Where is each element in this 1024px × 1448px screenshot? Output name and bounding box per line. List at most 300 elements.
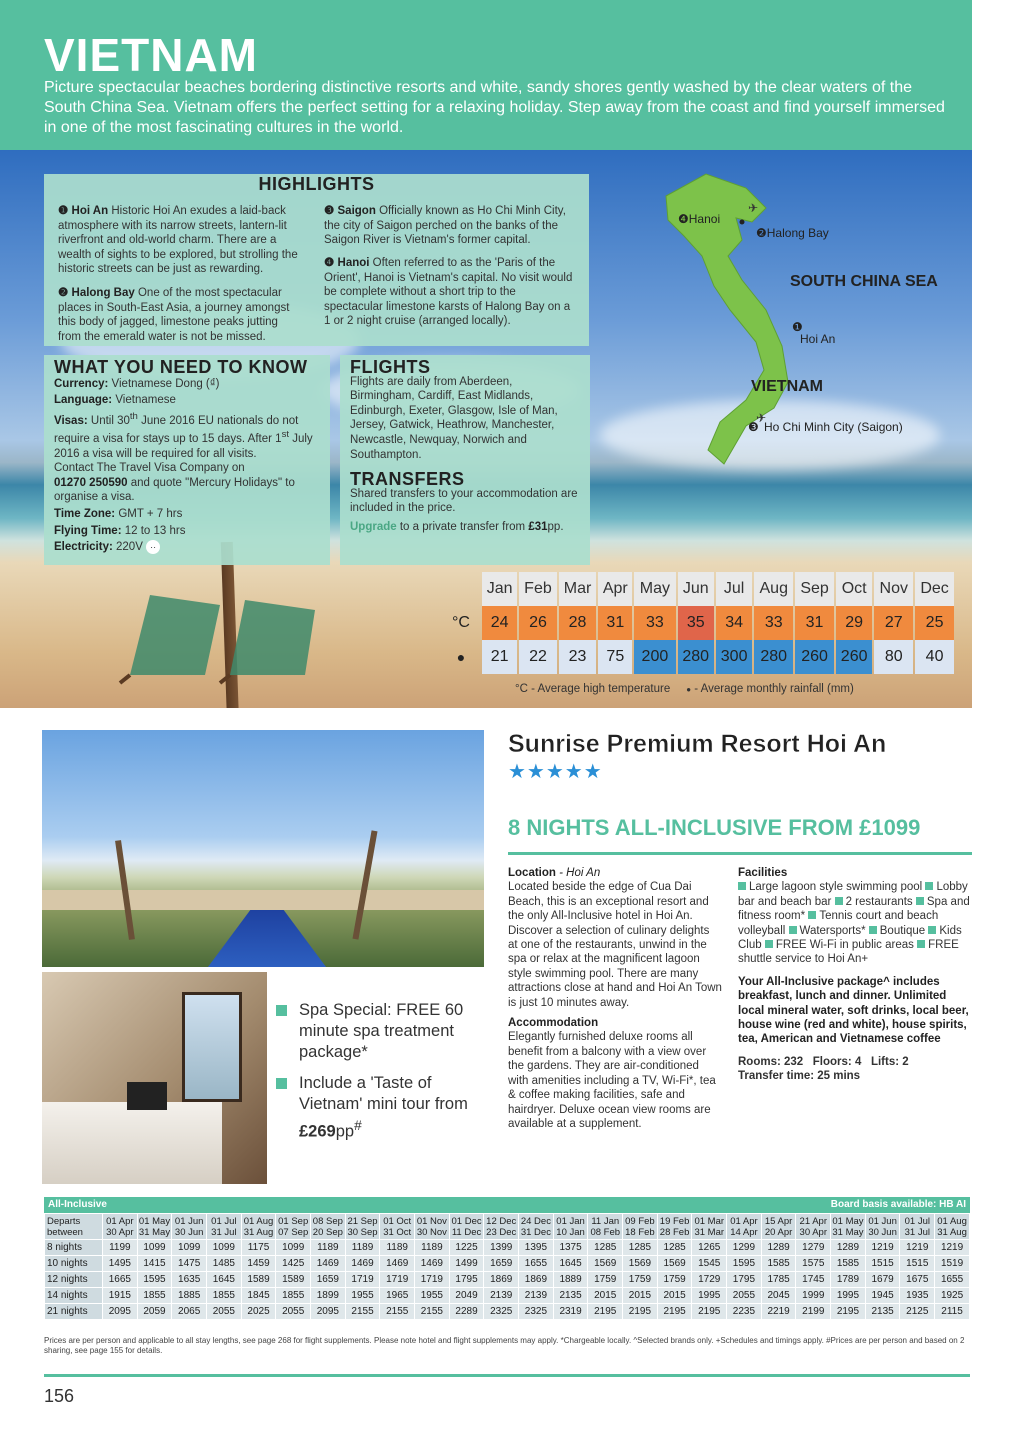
price-cell: 1289 (761, 1240, 796, 1256)
price-cell: 2155 (345, 1304, 380, 1320)
price-grid (44, 1213, 970, 1320)
price-cell: 1655 (935, 1272, 970, 1288)
highlight-name: Hoi An (71, 205, 109, 217)
mini-tour-item (276, 1073, 476, 1143)
date-range-cell: 01 Mar 31 Mar (692, 1214, 727, 1240)
rain-cell: 260 (836, 640, 872, 674)
facility-item (789, 925, 866, 937)
temp-cell: 31 (795, 606, 834, 640)
map-label-sea: SOUTH CHINA SEA (790, 273, 938, 290)
map-label-halong: ❷Halong Bay (756, 226, 829, 240)
visa-phone-number: 01270 250590 (54, 476, 128, 489)
contact-text: Contact The Travel Visa Company on (54, 462, 245, 475)
price-cell: 1469 (380, 1256, 415, 1272)
facility-label: Watersports* (799, 924, 866, 937)
timezone-row (54, 507, 320, 522)
price-cell: 1925 (935, 1288, 970, 1304)
price-cell: 1789 (831, 1272, 866, 1288)
price-cell: 1589 (276, 1272, 311, 1288)
date-range-cell: 08 Sep 20 Sep (311, 1214, 346, 1240)
price-cell: 1595 (137, 1272, 172, 1288)
visas-row (54, 410, 320, 505)
table-row (45, 1240, 970, 1256)
price-cell: 2025 (241, 1304, 276, 1320)
bullet-icon (765, 940, 773, 948)
highlight-hanoi (324, 256, 576, 329)
rain-cell: 22 (519, 640, 557, 674)
price-cell: 1189 (311, 1240, 346, 1256)
climate-months-row (442, 572, 954, 606)
price-cell: 1965 (380, 1288, 415, 1304)
date-range-cell: 24 Dec 31 Dec (519, 1214, 554, 1240)
price-cell: 1099 (276, 1240, 311, 1256)
table-row (45, 1288, 970, 1304)
map-label-hoi-an: Hoi An (800, 332, 836, 346)
need-to-know-panel (44, 355, 330, 565)
facility-item (765, 939, 914, 951)
need-to-know-title: WHAT YOU NEED TO KNOW (54, 357, 308, 377)
price-cell: 1999 (796, 1288, 831, 1304)
value: Until 30 (90, 414, 130, 427)
price-cell: 2059 (137, 1304, 172, 1320)
nights-label: 10 nights (45, 1256, 103, 1272)
value: Vietnamese Dong (₫) (111, 377, 220, 390)
map-marker-saigon: ❸ (748, 420, 759, 434)
price-cell: 1459 (241, 1256, 276, 1272)
hotel-name: Sunrise Premium Resort Hoi An (508, 730, 887, 758)
price-cell: 2125 (900, 1304, 935, 1320)
label: Currency: (54, 377, 109, 390)
highlight-text: Officially known as Ho Chi Minh City, the city of Saigon perched on the banks of the Saigon River is Vietnam's former capital. (324, 205, 566, 247)
location-text: Located beside the edge of Cua Dai Beach, this is an exceptional resort and the only All-Inclusive hotel in Hoi An. Discover a selection of culinary delights at one of the restaurants, unwind in the spa or relax at the magnificent lagoon style swimming pool. There are many attractions close at hand and Hoi An Town is just 10 minutes away. (508, 881, 722, 1009)
temp-cell: 26 (519, 606, 557, 640)
price-cell: 1995 (692, 1288, 727, 1304)
temp-cell: 25 (915, 606, 954, 640)
price-cell: 1659 (311, 1272, 346, 1288)
raindrop-icon: ● (686, 685, 692, 694)
price-cell: 1375 (553, 1240, 588, 1256)
highlight-text: Often referred to as the 'Paris of the Orient', Hanoi is Vietnam's capital. No visit would be complete without a short trip to the spectacular limestone karsts of Halong Bay on a 1 or 2 night cruise (arranged locally). (324, 257, 573, 328)
price-cell: 1869 (519, 1272, 554, 1288)
vietnam-map (596, 160, 972, 470)
climate-rain-row (442, 640, 954, 674)
price-cell: 1595 (727, 1256, 762, 1272)
highlight-number: ❷ (58, 287, 69, 299)
temp-cell: 24 (482, 606, 517, 640)
page-title: VIETNAM (44, 29, 258, 81)
temp-cell: 31 (598, 606, 632, 640)
value: 220V (116, 541, 143, 554)
price-cell: 2195 (623, 1304, 658, 1320)
date-range-cell: 01 Dec 11 Dec (449, 1214, 484, 1240)
sup: st (281, 429, 290, 441)
price-cell: 1289 (831, 1240, 866, 1256)
label: Language: (54, 394, 113, 407)
rain-cell: 280 (754, 640, 793, 674)
date-range-cell: 01 Sep 07 Sep (276, 1214, 311, 1240)
upgrade-price: £31 (528, 520, 548, 533)
price-cell: 1855 (207, 1288, 242, 1304)
tour-price: £269 (299, 1122, 336, 1141)
price-cell: 2289 (449, 1304, 484, 1320)
rain-cell: 280 (678, 640, 714, 674)
facility-item (835, 896, 913, 908)
price-cell: 1759 (657, 1272, 692, 1288)
value: July 2016 a visa will be required for all visits. (54, 433, 313, 460)
rain-cell: 21 (482, 640, 517, 674)
price-cell: 1945 (865, 1288, 900, 1304)
price-cell: 2219 (761, 1304, 796, 1320)
pp: pp (335, 1122, 355, 1141)
price-cell: 1955 (415, 1288, 450, 1304)
price-cell: 2095 (311, 1304, 346, 1320)
month-cell: May (634, 572, 675, 606)
price-cell: 1199 (103, 1240, 138, 1256)
price-cell: 2319 (553, 1304, 588, 1320)
upgrade-desc: to a private transfer from (399, 520, 526, 533)
date-range-cell: 19 Feb 28 Feb (657, 1214, 692, 1240)
temp-cell: 35 (678, 606, 714, 640)
date-range-cell: 01 Jul 31 Jul (900, 1214, 935, 1240)
label: Time Zone: (54, 508, 116, 520)
month-cell: Aug (754, 572, 793, 606)
price-cell: 1995 (831, 1288, 866, 1304)
price-cell: 2135 (865, 1304, 900, 1320)
price-cell: 1795 (449, 1272, 484, 1288)
price-cell: 1515 (865, 1256, 900, 1272)
month-cell: Oct (836, 572, 872, 606)
highlight-number: ❹ (324, 257, 335, 269)
label: Flying Time: (54, 524, 122, 537)
map-label-saigon: Ho Chi Minh City (Saigon) (764, 420, 903, 434)
price-cell: 1719 (380, 1272, 415, 1288)
price-cell: 2155 (380, 1304, 415, 1320)
price-cell: 2139 (519, 1288, 554, 1304)
date-range-cell: 01 Jan 10 Jan (553, 1214, 588, 1240)
highlight-halong-bay (58, 286, 303, 344)
highlights-panel (44, 174, 589, 346)
date-range-cell: 11 Jan 08 Feb (588, 1214, 623, 1240)
price-cell: 1219 (865, 1240, 900, 1256)
price-cell: 1675 (900, 1272, 935, 1288)
price-cell: 2049 (449, 1288, 484, 1304)
transfers-title: TRANSFERS (350, 469, 465, 490)
title: Location (508, 867, 556, 879)
sub: - Hoi An (559, 867, 601, 879)
value: GMT + 7 hrs (118, 508, 183, 520)
sup: th (129, 410, 138, 422)
price-cell: 1635 (172, 1272, 207, 1288)
bullet-icon (917, 940, 925, 948)
map-marker-hoi-an: ❶ (792, 320, 803, 334)
price-cell: 1795 (727, 1272, 762, 1288)
price-cell: 2055 (276, 1304, 311, 1320)
map-label-country: VIETNAM (751, 378, 823, 395)
board-basis: Board basis available: HB AI (830, 1199, 966, 1210)
date-range-cell: 15 Apr 20 Apr (761, 1214, 796, 1240)
price-cell: 1219 (935, 1240, 970, 1256)
date-range-cell: 21 Sep 30 Sep (345, 1214, 380, 1240)
price-cell: 2139 (484, 1288, 519, 1304)
price-cell: 1425 (276, 1256, 311, 1272)
flights-panel (340, 355, 590, 565)
date-range-cell: 01 Jun 30 Jun (865, 1214, 900, 1240)
date-range-cell: 01 Apr 14 Apr (727, 1214, 762, 1240)
price-cell: 1589 (241, 1272, 276, 1288)
star-rating: ★★★★★ (508, 761, 603, 783)
date-range-cell: 01 Nov 30 Nov (415, 1214, 450, 1240)
facility-label: FREE Wi-Fi in public areas (775, 939, 914, 952)
highlight-text: Historic Hoi An exudes a laid-back atmosphere with its narrow streets, lantern-lit riverfront and old-world charm. There are a wealth of sights to be explored, but strolling the historic streets can be just as rewarding. (58, 205, 298, 276)
price-cell: 1285 (588, 1240, 623, 1256)
rain-cell: 40 (915, 640, 954, 674)
nights-label: 8 nights (45, 1240, 103, 1256)
pp: pp. (547, 520, 564, 533)
price-cell: 1099 (172, 1240, 207, 1256)
price-cell: 1099 (207, 1240, 242, 1256)
price-cell: 1759 (588, 1272, 623, 1288)
temp-cell: 33 (754, 606, 793, 640)
price-cell: 1885 (172, 1288, 207, 1304)
price-cell: 1545 (692, 1256, 727, 1272)
temp-cell: 29 (836, 606, 872, 640)
month-cell: Jul (716, 572, 752, 606)
facility-label: 2 restaurants (845, 895, 913, 908)
price-cell: 2325 (484, 1304, 519, 1320)
price-cell: 2135 (553, 1288, 588, 1304)
month-cell: Dec (915, 572, 954, 606)
highlight-name: Hanoi (337, 257, 370, 269)
price-cell: 2325 (519, 1304, 554, 1320)
value: Vietnamese (115, 394, 176, 407)
month-cell: Jun (678, 572, 714, 606)
language-row (54, 393, 320, 408)
page-header (0, 0, 972, 150)
price-cell: 1679 (865, 1272, 900, 1288)
price-cell: 1655 (519, 1256, 554, 1272)
plug-icon: ·· (146, 540, 160, 554)
facility-label: Lobby bar and beach bar (738, 881, 968, 908)
price-cell: 1285 (657, 1240, 692, 1256)
facilities-title: Facilities (738, 867, 788, 879)
divider (0, 962, 42, 966)
climate-legend (515, 683, 854, 695)
electricity-row (54, 540, 320, 555)
location-title (508, 866, 722, 880)
dates-row (45, 1214, 970, 1240)
price-table (44, 1197, 970, 1320)
price-cell: 1915 (103, 1288, 138, 1304)
divider (44, 1374, 970, 1377)
price-cell: 1499 (449, 1256, 484, 1272)
spa-special-item: Spa Special: FREE 60 minute spa treatment package* (276, 1000, 476, 1063)
price-cell: 1955 (345, 1288, 380, 1304)
page-number: 156 (44, 1386, 75, 1406)
upgrade-label: Upgrade (350, 520, 397, 533)
contact-text: and quote "Mercury Holidays" to organise a visa. (54, 476, 295, 504)
legend-temp: °C - Average high temperature (515, 683, 671, 695)
price-cell: 1415 (137, 1256, 172, 1272)
price-cell: 1569 (588, 1256, 623, 1272)
price-cell: 1869 (484, 1272, 519, 1288)
price-cell: 1569 (657, 1256, 692, 1272)
price-table-title (44, 1197, 970, 1213)
month-cell: Mar (559, 572, 597, 606)
facility-label: Boutique (879, 924, 926, 937)
price-cell: 2195 (692, 1304, 727, 1320)
price-cell: 1665 (103, 1272, 138, 1288)
bullet-icon (925, 882, 933, 890)
price-cell: 2095 (103, 1304, 138, 1320)
table-row (45, 1256, 970, 1272)
temp-icon: °C (452, 614, 470, 631)
highlights-title: HIGHLIGHTS (258, 174, 375, 194)
price-cell: 1845 (241, 1288, 276, 1304)
text: Include a 'Taste of Vietnam' mini tour from (299, 1074, 468, 1113)
rain-cell: 300 (716, 640, 752, 674)
price-cell: 1585 (761, 1256, 796, 1272)
month-cell: Apr (598, 572, 632, 606)
table-row (45, 1304, 970, 1320)
price-cell: 1719 (345, 1272, 380, 1288)
value: June 2016 EU nationals do not require a visa for stays up to 15 days. After 1 (54, 414, 299, 446)
price-cell: 1645 (553, 1256, 588, 1272)
bullet-icon (869, 926, 877, 934)
price-cell: 1099 (137, 1240, 172, 1256)
value: 12 to 13 hrs (124, 524, 186, 537)
month-cell: Sep (795, 572, 834, 606)
price-cell: 1645 (207, 1272, 242, 1288)
date-range-cell: 09 Feb 18 Feb (623, 1214, 658, 1240)
location-section (508, 866, 722, 1131)
nights-label: 21 nights (45, 1304, 103, 1320)
price-cell: 2015 (588, 1288, 623, 1304)
bullet-icon (928, 926, 936, 934)
highlight-number: ❸ (324, 205, 335, 217)
temp-cell: 34 (716, 606, 752, 640)
price-cell: 1729 (692, 1272, 727, 1288)
highlight-hoi-an (58, 204, 303, 277)
currency-row (54, 377, 320, 392)
svg-text:✈: ✈ (756, 411, 767, 425)
nights-label: 14 nights (45, 1288, 103, 1304)
price-cell: 1469 (415, 1256, 450, 1272)
highlight-name: Halong Bay (71, 287, 135, 299)
price-cell: 2195 (588, 1304, 623, 1320)
rooms: Rooms: 232 (738, 1055, 804, 1068)
price-cell: 1585 (831, 1256, 866, 1272)
price-cell: 2055 (727, 1288, 762, 1304)
divider (508, 852, 972, 855)
hotel-stats (738, 1055, 970, 1084)
facility-label: Spa and fitness room* (738, 895, 970, 923)
deck-chairs-image (110, 565, 350, 685)
transfer-time: Transfer time: 25 mins (738, 1070, 861, 1083)
nights-label: 12 nights (45, 1272, 103, 1288)
price-cell: 1189 (380, 1240, 415, 1256)
price-cell: 2195 (657, 1304, 692, 1320)
highlight-number: ❶ (58, 205, 69, 217)
bullet-icon (808, 911, 816, 919)
price-cell: 1219 (900, 1240, 935, 1256)
price-cell: 1759 (623, 1272, 658, 1288)
price-cell: 1855 (276, 1288, 311, 1304)
all-inclusive-text: Your All-Inclusive package^ includes breakfast, lunch and dinner. Unlimited local mineral water, soft drinks, local beer, house wine (red and white), house spirits, tea, American and Vietnamese coffee (738, 975, 969, 1046)
price-cell: 1225 (449, 1240, 484, 1256)
price-cell: 1719 (415, 1272, 450, 1288)
table-row (45, 1272, 970, 1288)
flights-title: FLIGHTS (350, 357, 431, 377)
footnote: Prices are per person and applicable to all stay lengths, see page 268 for flight supplements. Please note hotel and flight supplements may apply. *Chargeable locally. ^Selected brands only. +Schedules and timings apply. #Prices are per person and based on 2 sharing, see page 155 for details. (44, 1336, 965, 1355)
temp-cell: 27 (874, 606, 913, 640)
facility-label: Large lagoon style swimming pool (749, 881, 923, 894)
price-cell: 2155 (415, 1304, 450, 1320)
label: Electricity: (54, 541, 113, 554)
price-cell: 2235 (727, 1304, 762, 1320)
month-cell: Jan (482, 572, 517, 606)
rain-cell: 80 (874, 640, 913, 674)
climate-temps-row (442, 606, 954, 640)
price-cell: 1855 (137, 1288, 172, 1304)
price-cell: 1285 (623, 1240, 658, 1256)
price-cell: 2045 (761, 1288, 796, 1304)
date-range-cell: 12 Dec 23 Dec (484, 1214, 519, 1240)
facilities-section (738, 866, 970, 1084)
resort-pool-photo (42, 730, 484, 967)
price-cell: 2199 (796, 1304, 831, 1320)
date-range-cell: 01 Apr 30 Apr (103, 1214, 138, 1240)
legend-rain: - Average monthly rainfall (mm) (694, 683, 854, 695)
price-cell: 1189 (415, 1240, 450, 1256)
facilities-list (738, 880, 970, 966)
raindrop-icon: ● (456, 649, 466, 665)
price-cell: 1495 (103, 1256, 138, 1272)
bullet-icon (835, 897, 843, 905)
price-cell: 1785 (761, 1272, 796, 1288)
temp-cell: 33 (634, 606, 675, 640)
transfers-text: Shared transfers to your accommodation are included in the price. (350, 487, 578, 515)
hotel-heading (508, 730, 972, 784)
map-label-hanoi: ❹Hanoi (678, 212, 721, 226)
svg-text:✈: ✈ (748, 201, 759, 215)
price-cell: 1745 (796, 1272, 831, 1288)
price-cell: 1485 (207, 1256, 242, 1272)
price-cell: 2015 (657, 1288, 692, 1304)
offer-headline: 8 NIGHTS ALL-INCLUSIVE FROM £1099 (508, 815, 921, 840)
bullet-icon (738, 882, 746, 890)
price-cell: 1889 (553, 1272, 588, 1288)
price-cell: 2015 (623, 1288, 658, 1304)
date-range-cell: 21 Apr 30 Apr (796, 1214, 831, 1240)
date-range-cell: 01 May 31 May (138, 1215, 171, 1238)
price-cell: 1299 (727, 1240, 762, 1256)
price-cell: 1899 (311, 1288, 346, 1304)
temp-cell: 28 (559, 606, 597, 640)
hotel-room-photo (42, 972, 267, 1184)
departs-label: Departs between (45, 1214, 103, 1240)
price-cell: 1519 (935, 1256, 970, 1272)
offer-list (276, 1000, 476, 1153)
highlight-text: One of the most spectacular places in South-East Asia, a journey amongst this body of jagged, limestone peaks jutting from the emerald water is not be missed. (58, 287, 290, 343)
price-cell: 1175 (241, 1240, 276, 1256)
date-range-cell: 01 Aug 31 Aug (935, 1214, 970, 1240)
rain-cell: 23 (559, 640, 597, 674)
climate-table (440, 572, 956, 674)
highlight-saigon (324, 204, 576, 248)
price-cell: 2065 (172, 1304, 207, 1320)
rain-cell: 75 (598, 640, 632, 674)
upgrade-text (350, 520, 580, 535)
